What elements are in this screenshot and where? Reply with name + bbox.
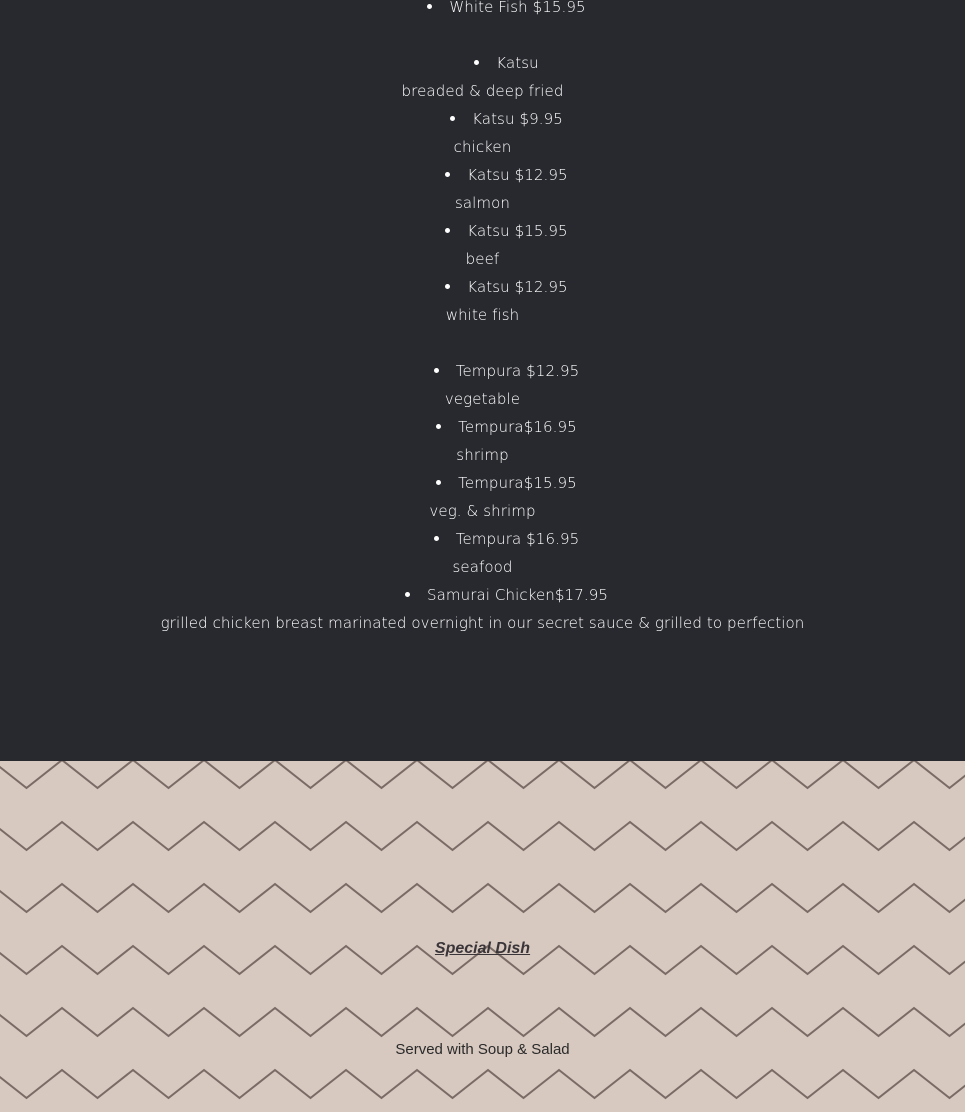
zigzag-line (0, 1070, 965, 1098)
menu-item-katsu-heading: Katsu (24, 54, 965, 72)
menu-item-desc: veg. & shrimp (429, 502, 536, 520)
zigzag-line (0, 884, 965, 912)
bullet-icon (436, 424, 441, 429)
bullet-icon (434, 536, 439, 541)
menu-item-desc: beef (465, 250, 500, 268)
katsu-description: breaded & deep fried (401, 82, 564, 100)
menu-item-katsu-salmon: Katsu $12.95 (24, 166, 965, 184)
menu-item-desc: shrimp (456, 446, 509, 464)
menu-item-samurai-chicken: Samurai Chicken$17.95 (24, 586, 965, 604)
menu-item-desc: white fish (445, 306, 520, 324)
bullet-icon (450, 116, 455, 121)
menu-item-tempura-shrimp: Tempura$16.95 (24, 418, 965, 436)
zigzag-line (0, 822, 965, 850)
special-dish-title: Special Dish (434, 940, 531, 957)
menu-item-tempura-seafood: Tempura $16.95 (24, 530, 965, 548)
menu-item-tempura-vegetable: Tempura $12.95 (24, 362, 965, 380)
bullet-icon (436, 480, 441, 485)
bullet-icon (427, 4, 432, 9)
zigzag-line (0, 1008, 965, 1036)
menu-item-desc: vegetable (444, 390, 521, 408)
menu-item-desc: salmon (454, 194, 511, 212)
menu-item-katsu-chicken: Katsu $9.95 (24, 110, 965, 128)
menu-item-white-fish: White Fish $15.95 (24, 0, 965, 16)
menu-item-katsu-white-fish: Katsu $12.95 (24, 278, 965, 296)
menu-item-desc: seafood (452, 558, 513, 576)
menu-item-desc: chicken (453, 138, 512, 156)
bullet-icon (445, 228, 450, 233)
menu-item-tempura-veg-shrimp: Tempura$15.95 (24, 474, 965, 492)
special-dish-section (0, 761, 965, 1112)
zigzag-line (0, 761, 965, 788)
menu-item-katsu-beef: Katsu $15.95 (24, 222, 965, 240)
special-dish-subtitle: Served with Soup & Salad (395, 1041, 570, 1058)
bullet-icon (405, 592, 410, 597)
bullet-icon (434, 368, 439, 373)
bullet-icon (445, 172, 450, 177)
menu-item-desc: grilled chicken breast marinated overnight in our secret sauce & grilled to perfection (160, 614, 805, 632)
bullet-icon (474, 60, 479, 65)
bullet-icon (445, 284, 450, 289)
zigzag-pattern (0, 761, 965, 1112)
